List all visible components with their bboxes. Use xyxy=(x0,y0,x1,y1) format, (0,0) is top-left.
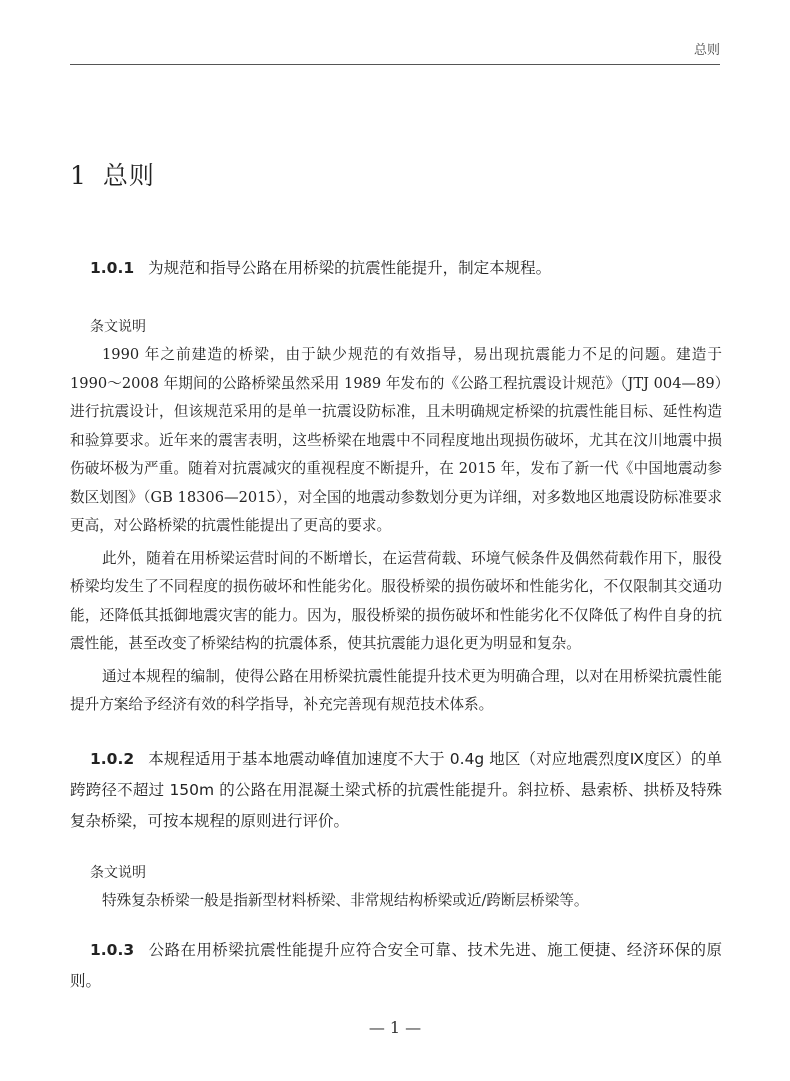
clause-1-0-1 xyxy=(70,253,722,284)
chapter-title xyxy=(70,156,155,192)
page-body xyxy=(70,253,722,997)
clause-number: 1.0.3 xyxy=(90,941,135,959)
clause-text: 公路在用桥梁抗震性能提升应符合安全可靠、技术先进、施工便捷、经济环保的原则。 xyxy=(70,941,722,990)
clause-number: 1.0.1 xyxy=(90,259,135,277)
commentary-heading: 条文说明 xyxy=(90,319,146,335)
commentary-paragraph: 特殊复杂桥梁一般是指新型材料桥梁、非常规结构桥梁或近/跨断层桥梁等。 xyxy=(102,891,589,909)
chapter-title-text: 总则 xyxy=(102,161,155,190)
commentary-paragraph: 通过本规程的编制，使得公路在用桥梁抗震性能提升技术更为明确合理，以对在用桥梁抗震性能提升方案给予经济有效的科学指导，补充完善现有规范技术体系。 xyxy=(70,667,722,713)
clause-text: 为规范和指导公路在用桥梁的抗震性能提升，制定本规程。 xyxy=(148,259,552,277)
clause-1-0-3 xyxy=(70,935,722,997)
commentary-paragraph: 1990 年之前建造的桥梁，由于缺少规范的有效指导，易出现抗震能力不足的问题。建造于 1990～2008 年期间的公路桥梁虽然采用 1989 年发布的《公路工程抗震设计规范》（JTJ 004—89）进行抗震设计，但该规范采用的是单一抗震设防标准，且未明确规定桥梁的抗震性能目标、延性构造和验算要求。近年来的震害表明，这些桥梁在地震中不同程度地出现损伤破坏，尤其在汶川地震中损伤破坏极为严重。随着对抗震减灾的重视程度不断提升，在 2015 年，发布了新一代《中国地震动参数区划图》（GB 18306—2015），对全国的地震动参数划分更为详细，对多数地区地震设防标准要求更高，对公路桥梁的抗震性能提出了更高的要求。 xyxy=(70,346,722,534)
header-rule xyxy=(70,64,720,65)
commentary-paragraph: 此外，随着在用桥梁运营时间的不断增长，在运营荷载、环境气候条件及偶然荷载作用下，服役桥梁均发生了不同程度的损伤破坏和性能劣化。服役桥梁的损伤破坏和性能劣化，不仅限制其交通功能，还降低其抵御地震灾害的能力。因为，服役桥梁的损伤破坏和性能劣化不仅降低了构件自身的抗震性能，甚至改变了桥梁结构的抗震体系，使其抗震能力退化更为明显和复杂。 xyxy=(70,549,722,652)
clause-1-0-2 xyxy=(70,744,722,837)
chapter-number: 1 xyxy=(70,161,87,190)
page-number: — 1 — xyxy=(368,1018,422,1037)
clause-text: 本规程适用于基本地震动峰值加速度不大于 0.4g 地区（对应地震烈度Ⅸ度区）的单跨跨径不超过 150m 的公路在用混凝土梁式桥的抗震性能提升。斜拉桥、悬索桥、拱桥及特殊复杂桥梁，可按本规程的原则进行评价。 xyxy=(70,749,722,830)
clause-number: 1.0.2 xyxy=(90,749,135,768)
commentary-heading: 条文说明 xyxy=(90,864,146,881)
running-head: 总则 xyxy=(693,43,720,58)
